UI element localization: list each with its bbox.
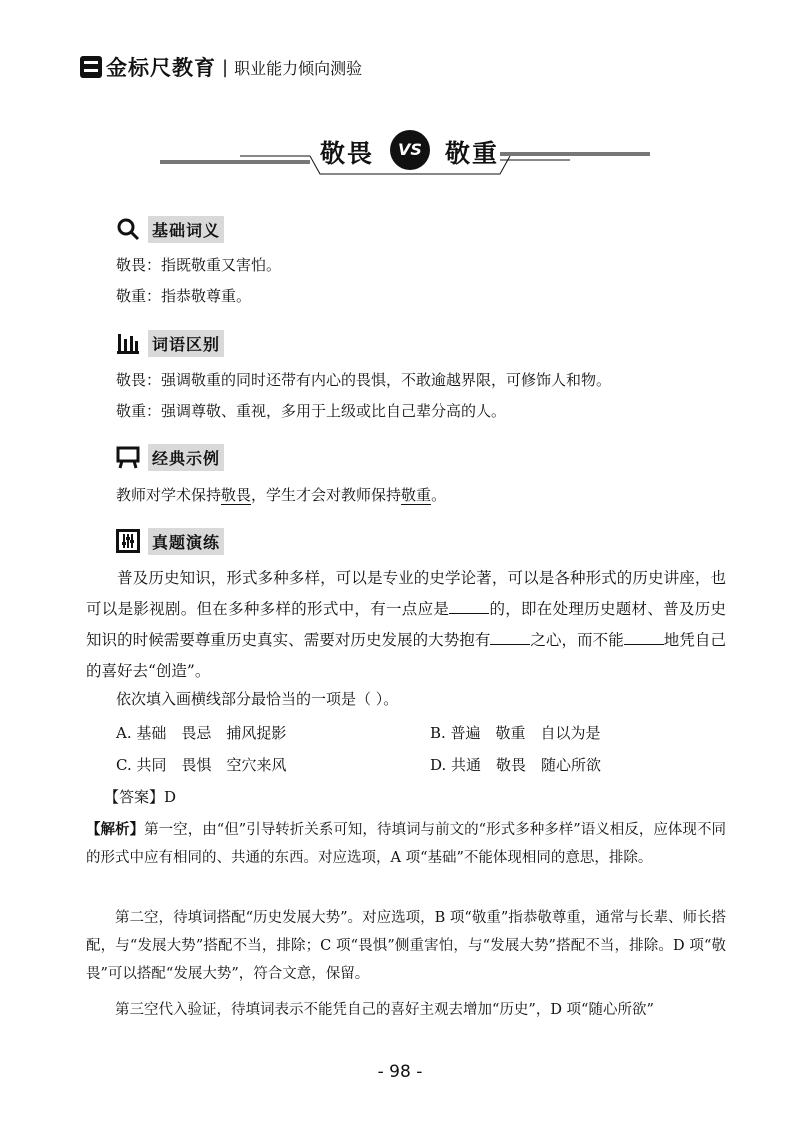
section-example-heading bbox=[116, 444, 224, 470]
section-practice-heading bbox=[116, 528, 224, 554]
section-practice-label: 真题演练 bbox=[148, 528, 224, 555]
diff-line-1: 敬畏：强调敬重的同时还带有内心的畏惧，不敢逾越界限，可修饰人和物。 bbox=[116, 371, 612, 389]
example-word-2: 敬重 bbox=[401, 486, 432, 504]
bar-chart-icon bbox=[116, 331, 140, 355]
page-header bbox=[80, 52, 362, 82]
header-separator: | bbox=[222, 56, 229, 78]
basic-line-1: 敬畏：指既敬重又害怕。 bbox=[116, 256, 282, 274]
option-a: A. 基础 畏忌 捕风捉影 bbox=[116, 724, 287, 742]
brand-logo-icon bbox=[80, 56, 102, 78]
blank-1 bbox=[449, 599, 489, 614]
analysis-para-3: 第三空代入验证，待填词表示不能凭自己的喜好主观去增加“历史”，D 项“随心所欲” bbox=[115, 1002, 654, 1018]
brand-name: 金标尺教育 bbox=[106, 56, 216, 80]
example-sentence: 教师对学术保持敬畏，学生才会对教师保持敬重。 bbox=[116, 486, 447, 504]
board-icon bbox=[116, 445, 140, 469]
example-word-1: 敬畏 bbox=[221, 486, 252, 504]
option-d: D. 共通 敬畏 随心所欲 bbox=[430, 756, 602, 774]
page-number: - 98 - bbox=[377, 1062, 423, 1082]
section-diff-label: 词语区别 bbox=[148, 330, 224, 357]
answer: 【答案】D bbox=[104, 788, 177, 806]
search-icon bbox=[116, 217, 140, 241]
question-prompt: 依次填入画横线部分最恰当的一项是（ ）。 bbox=[116, 690, 399, 708]
section-basic-heading bbox=[116, 216, 224, 242]
option-c: C. 共同 畏惧 空穴来风 bbox=[116, 756, 287, 774]
section-example-label: 经典示例 bbox=[148, 444, 224, 471]
analysis-para-2: 第二空，待填词搭配“历史发展大势”。对应选项，B 项“敬重”指恭敬尊重，通常与长辈、师长搭配，与“发展大势”搭配不当，排除；C 项“畏惧”侧重害怕，与“发展大势”搭配不当，排除。D 项“敬畏”可以搭配“发展大势”，符合文意，保留。 bbox=[86, 910, 726, 982]
title-word-left: 敬畏 bbox=[320, 139, 375, 168]
diff-line-2: 敬重：强调尊敬、重视，多用于上级或比自己辈分高的人。 bbox=[116, 402, 507, 420]
basic-line-2: 敬重：指恭敬尊重。 bbox=[116, 287, 252, 305]
title-word-right: 敬重 bbox=[445, 139, 500, 168]
topic-title bbox=[160, 122, 650, 182]
subject-title: 职业能力倾向测验 bbox=[234, 58, 363, 78]
vs-badge: VS bbox=[390, 130, 430, 170]
option-b: B. 普遍 敬重 自以为是 bbox=[430, 724, 601, 742]
blank-2 bbox=[490, 630, 530, 645]
blank-3 bbox=[624, 630, 664, 645]
section-diff-heading bbox=[116, 330, 224, 356]
analysis-para-1: 【解析】第一空，由“但”引导转折关系可知，待填词与前文的“形式多种多样”语义相反，应体现不同的形式中应有相同的、共通的东西。对应选项，A 项“基础”不能体现相同的意思，排除。 bbox=[86, 821, 726, 866]
section-basic-label: 基础词义 bbox=[148, 216, 224, 243]
equalizer-icon bbox=[116, 529, 140, 553]
question-stem: 普及历史知识，形式多种多样，可以是专业的史学论著，可以是各种形式的历史讲座，也可以是影视剧。但在多种多样的形式中，有一点应是 的，即在处理历史题材、普及历史知识的时候需要尊重历史真实、需要对历史发展的大势抱有 之心，而不能 地凭自己的喜好去“创造”。 bbox=[86, 569, 726, 680]
